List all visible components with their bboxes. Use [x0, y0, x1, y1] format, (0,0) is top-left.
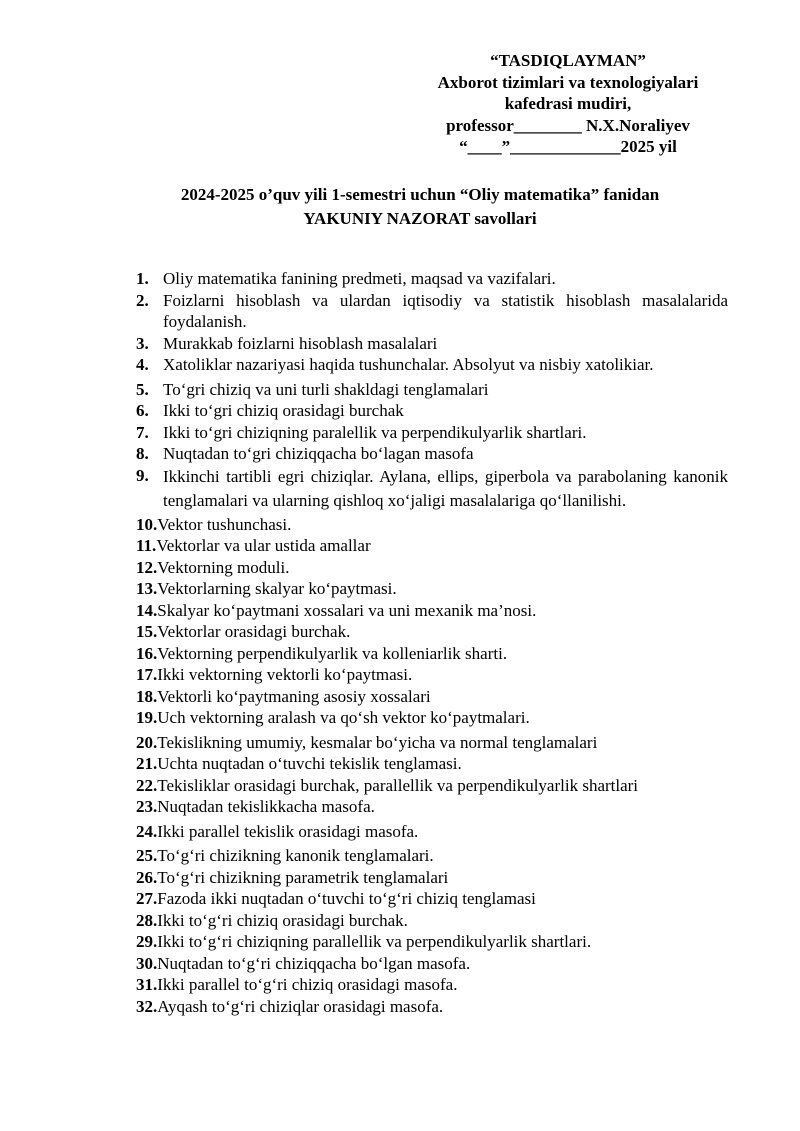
question-item [136, 268, 728, 290]
question-number: 30. [136, 953, 158, 973]
question-text: Ayqash to‘g‘ri chiziqlar orasidagi masofa. [157, 996, 444, 1016]
question-text: Foizlarni hisoblash va ulardan iqtisodiy va statistik hisoblash masalalarida foydalanish. [163, 290, 728, 331]
approval-date: “____”_____________2025 yil [459, 137, 677, 156]
question-text: Uch vektorning aralash va qo‘sh vektor ko‘paytmalari. [157, 708, 530, 727]
question-number: 3. [136, 333, 149, 353]
question-item [136, 845, 728, 867]
question-number: 32. [136, 996, 158, 1016]
question-number: 14. [136, 600, 158, 620]
question-item [136, 290, 728, 333]
question-number: 7. [136, 422, 149, 442]
document-title-line1: 2024-2025 o’quv yili 1-semestri uchun “Oliy matematika” fanidan [180, 185, 660, 204]
question-item [136, 664, 728, 686]
question-item [136, 443, 728, 465]
question-text: Nuqtadan tekislikkacha masofa. [157, 797, 375, 816]
approval-block [418, 50, 718, 158]
question-number: 15. [136, 622, 158, 641]
document-title-line2: YAKUNIY NAZORAT savollari [303, 209, 537, 228]
question-number: 18. [136, 686, 158, 706]
question-number: 9. [136, 465, 149, 485]
question-text: To‘gri chiziq va uni turli shakldagi tenglamalari [163, 379, 489, 399]
question-number: 28. [136, 910, 158, 930]
approval-signatory: professor________ N.X.Noraliyev [446, 115, 690, 135]
question-number: 24. [136, 821, 158, 841]
question-item [136, 996, 728, 1018]
question-item [136, 931, 728, 953]
approval-role: kafedrasi mudiri, [504, 94, 632, 113]
question-item [136, 775, 728, 797]
question-number: 21. [136, 754, 158, 773]
question-number: 13. [136, 579, 158, 598]
question-item [136, 600, 728, 622]
question-number: 10. [136, 514, 158, 534]
question-text: Ikki parallel to‘g‘ri chiziq orasidagi masofa. [157, 975, 458, 994]
question-number: 19. [136, 708, 158, 727]
question-item [136, 400, 728, 422]
question-number: 27. [136, 889, 158, 908]
question-text: Murakkab foizlarni hisoblash masalalari [163, 333, 438, 353]
question-text: Vektorlar va ular ustida amallar [156, 536, 371, 555]
question-number: 1. [136, 269, 149, 288]
question-text: Xatoliklar nazariyasi haqida tushunchalar. Absolyut va nisbiy xatolikiar. [163, 355, 654, 374]
question-text: Vektorlarning skalyar ko‘paytmasi. [157, 579, 397, 598]
question-text: To‘g‘ri chizikning parametrik tenglamalari [157, 867, 449, 887]
question-item [136, 621, 728, 643]
question-text: Vektorli ko‘paytmaning asosiy xossalari [157, 686, 431, 706]
question-text: Ikki to‘g‘ri chiziq orasidagi burchak. [157, 910, 408, 930]
question-number: 4. [136, 355, 149, 374]
question-number: 5. [136, 379, 149, 399]
question-number: 11. [136, 536, 157, 555]
question-item [136, 732, 728, 754]
question-text: Uchta nuqtadan o‘tuvchi tekislik tenglamasi. [157, 754, 462, 773]
question-item [136, 422, 728, 444]
question-text: Vektor tushunchasi. [157, 514, 292, 534]
question-number: 2. [136, 290, 149, 310]
question-number: 26. [136, 867, 158, 887]
question-text: Nuqtadan to‘gri chiziqqacha bo‘lagan masofa [163, 444, 474, 463]
question-item [136, 354, 728, 376]
question-item [136, 910, 728, 932]
question-number: 22. [136, 775, 158, 795]
question-item [136, 796, 728, 818]
question-text: Ikki to‘g‘ri chiziqning parallellik va perpendikulyarlik shartlari. [157, 932, 592, 951]
question-item [136, 578, 728, 600]
question-text: Ikki vektorning vektorli ko‘paytmasi. [157, 665, 413, 684]
question-item [136, 557, 728, 579]
question-number: 6. [136, 401, 149, 420]
question-number: 16. [136, 643, 158, 663]
question-number: 12. [136, 557, 158, 577]
question-text: Vektorning perpendikulyarlik va kolleniarlik sharti. [157, 643, 508, 663]
question-number: 20. [136, 732, 158, 752]
question-text: Ikki to‘gri chiziqning paralellik va perpendikulyarlik shartlari. [163, 422, 587, 442]
question-number: 8. [136, 444, 149, 463]
question-text: Fazoda ikki nuqtadan o‘tuvchi to‘g‘ri chiziq tenglamasi [157, 889, 536, 908]
question-text: Ikkinchi tartibli egri chiziqlar. Aylana, ellips, giperbola va parabolaning kanonik tenglamalari va ularning qishloq xo‘jaligi masalalariga qo‘llanilishi. [163, 466, 728, 510]
question-text: Ikki parallel tekislik orasidagi masofa. [157, 821, 419, 841]
question-number: 29. [136, 932, 158, 951]
question-text: Ikki to‘gri chiziq orasidagi burchak [163, 401, 404, 420]
question-item [136, 753, 728, 775]
question-item [136, 514, 728, 536]
question-item [136, 333, 728, 355]
question-text: Tekislikning umumiy, kesmalar bo‘yicha va normal tenglamalari [157, 732, 598, 752]
question-number: 23. [136, 797, 158, 816]
question-number: 25. [136, 846, 158, 865]
question-text: Oliy matematika fanining predmeti, maqsad va vazifalari. [163, 269, 556, 288]
approval-department: Axborot tizimlari va texnologiyalari [437, 72, 699, 92]
question-item [136, 707, 728, 729]
question-text: To‘g‘ri chizikning kanonik tenglamalari. [157, 846, 434, 865]
question-item [136, 888, 728, 910]
question-text: Vektorning moduli. [157, 557, 290, 577]
question-item [136, 953, 728, 975]
question-number: 17. [136, 665, 158, 684]
question-item [136, 465, 728, 514]
question-text: Skalyar ko‘paytmani xossalari va uni mexanik ma’nosi. [157, 600, 537, 620]
questions-list [136, 268, 728, 1017]
question-item [136, 686, 728, 708]
question-item [136, 643, 728, 665]
question-text: Nuqtadan to‘g‘ri chiziqqacha bo‘lgan masofa. [157, 953, 471, 973]
question-item [136, 535, 728, 557]
question-text: Tekisliklar orasidagi burchak, parallellik va perpendikulyarlik shartlari [157, 775, 639, 795]
question-text: Vektorlar orasidagi burchak. [157, 622, 351, 641]
question-item [136, 974, 728, 996]
question-item [136, 379, 728, 401]
document-title [100, 183, 740, 231]
question-item [136, 821, 728, 843]
question-number: 31. [136, 975, 158, 994]
approval-heading: “TASDIQLAYMAN” [490, 51, 646, 70]
question-item [136, 867, 728, 889]
